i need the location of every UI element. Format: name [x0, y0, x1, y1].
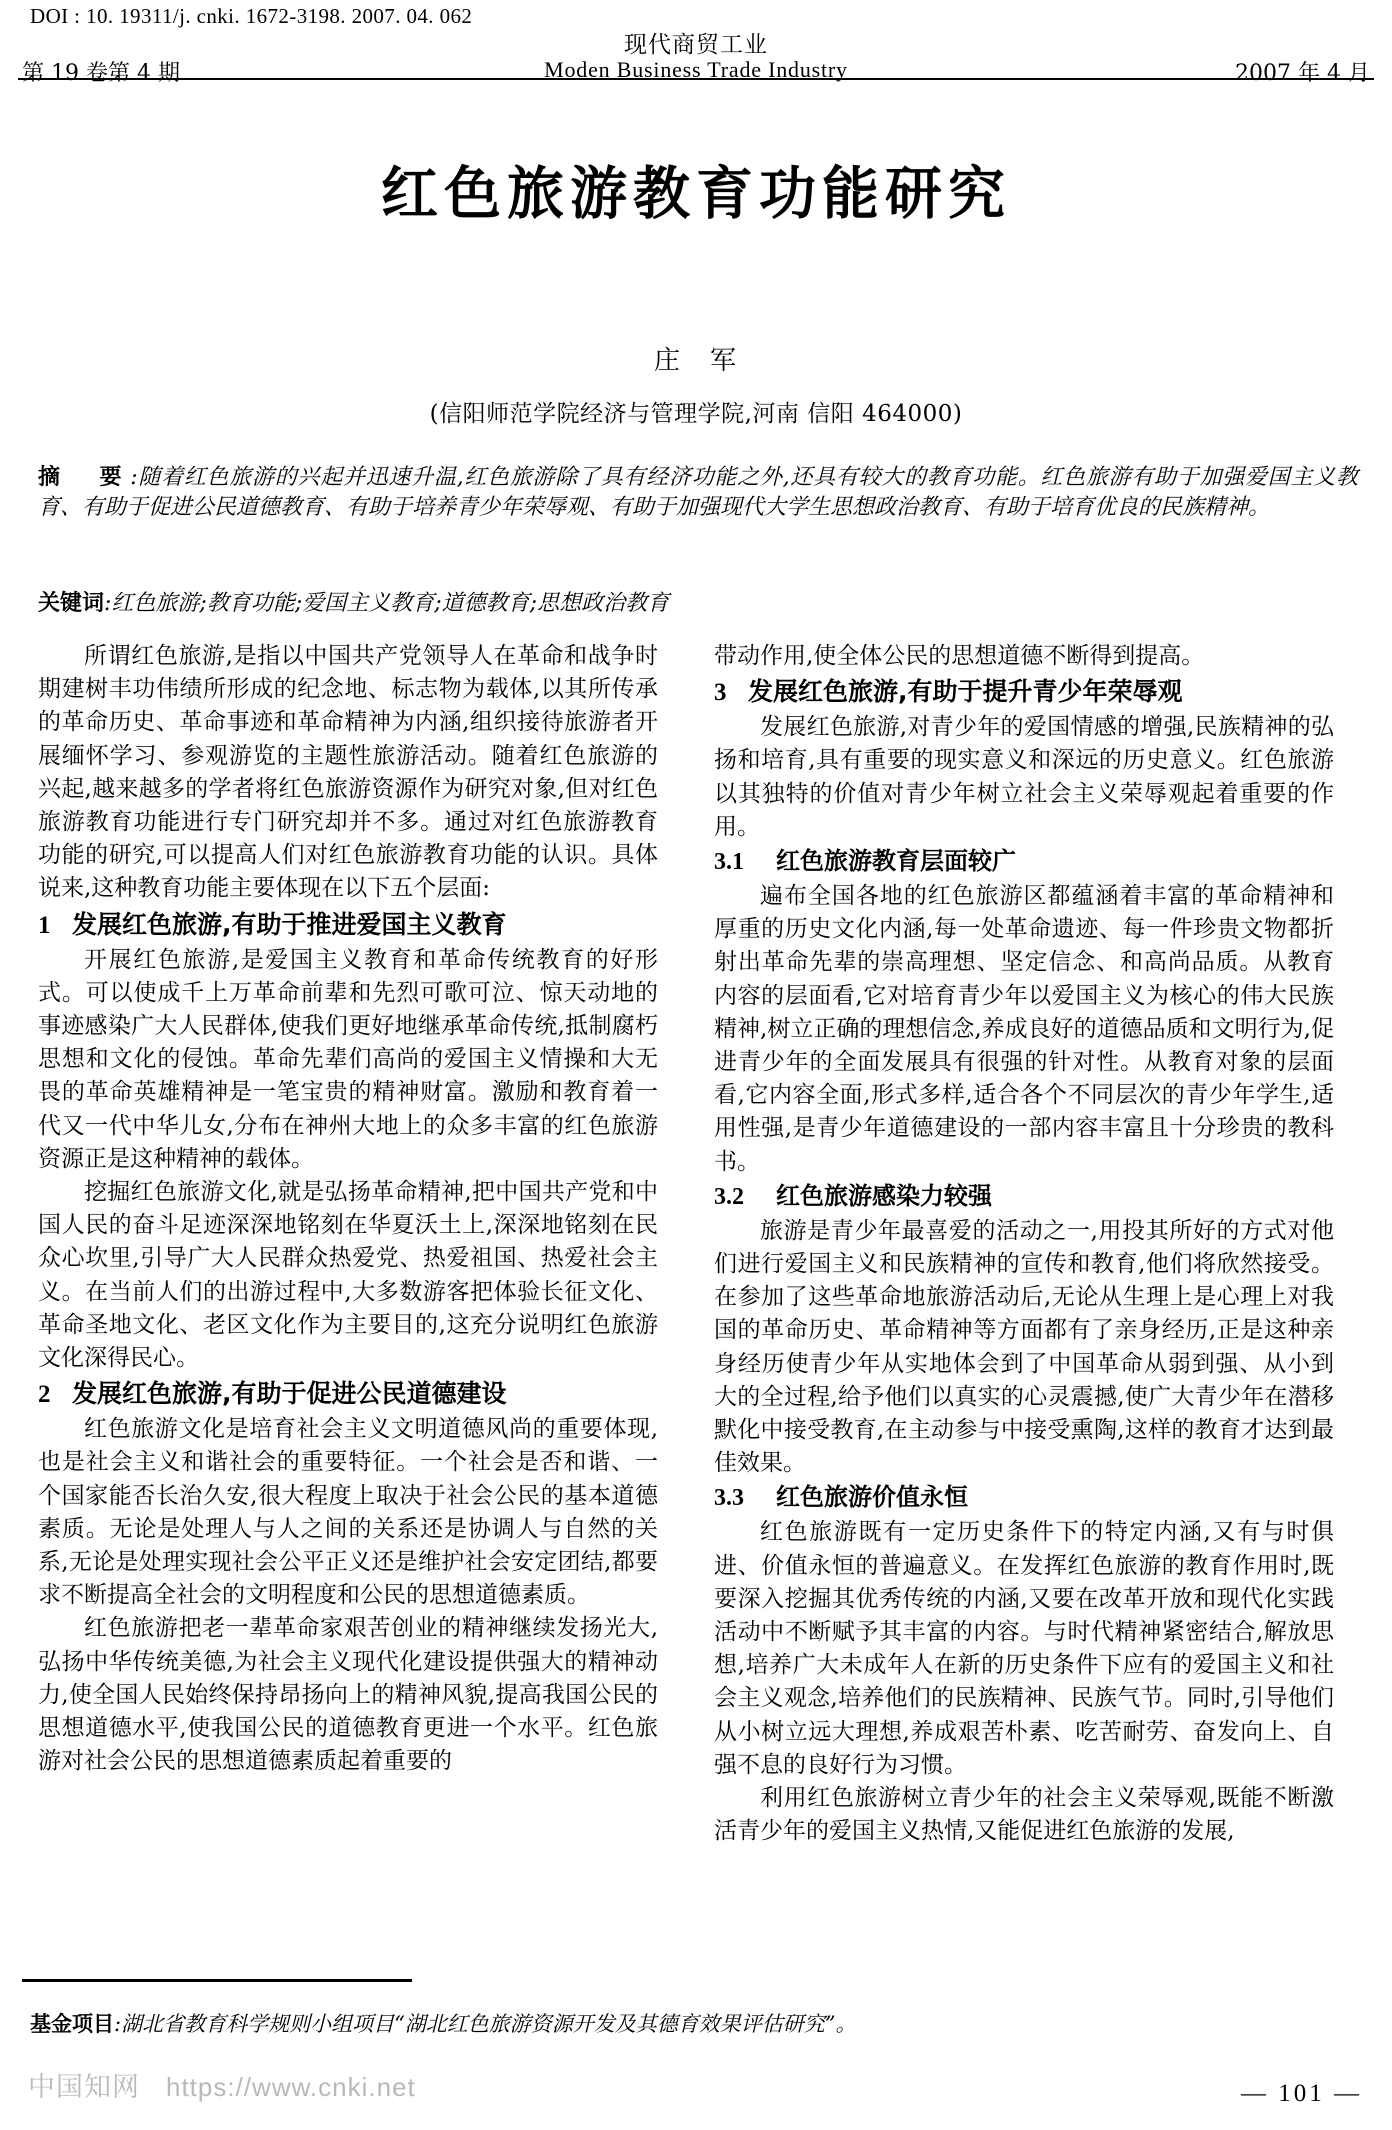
page-number: — 101 — [1241, 2080, 1362, 2107]
author-name: 庄 军 [653, 346, 738, 376]
paragraph-s3-3-1: 红色旅游既有一定历史条件下的特定内涵,又有与时俱进、价值永恒的普遍意义。在发挥红色旅游的教育作用时,既要深入挖掘其优秀传统的内涵,又要在改革开放和现代化实践活动中不断赋予其丰富的内容。与时代精神紧密结合,解放思想,培养广大未成年人在新的历史条件下应有的爱国主义和社会主义观念,培养他们的民族精神、民族气节。同时,引导他们从小树立远大理想,养成艰苦朴素、吃苦耐劳、奋发向上、自强不息的良好行为习惯。 [714, 1519, 1334, 1778]
paragraph-s3-2-1: 旅游是青少年最喜爱的活动之一,用投其所好的方式对他们进行爱国主义和民族精神的宣传和教育,他们将欣然接受。在参加了这些革命地旅游活动后,无论从生理上是心理上对我国的革命历史、革命精神等方面都有了亲身经历,正是这种亲身经历使青少年从实地体会到了中国革命从弱到强、从小到大的全过程,给予他们以真实的心灵震撼,使广大青少年在潜移默化中接受教育,在主动参与中接受熏陶,这样的教育才达到最佳效果。 [714, 1217, 1334, 1477]
paragraph-s2-1: 红色旅游文化是培育社会主义文明道德风尚的重要体现,也是社会主义和谐社会的重要特征。一个社会是否和谐、一个国家能否长治久安,很大程度上取决于社会公民的基本道德素质。无论是处理人与人之间的关系还是协调人与自然的关系,无论是处理实现社会公平正义还是维护社会安定团结,都要求不断提高全社会的文明程度和公民的思想道德素质。 [38, 1416, 658, 1609]
paragraph-intro: 所谓红色旅游,是指以中国共产党领导人在革命和战争时期建树丰功伟绩所形成的纪念地、标志物为载体,以其所传承的革命历史、革命事迹和革命精神为内涵,组织接待旅游者开展缅怀学习、参观游览的主题性旅游活动。随着红色旅游的兴起,越来越多的学者将红色旅游资源作为研究对象,但对红色旅游教育功能进行专门研究却并不多。通过对红色旅游教育功能的研究,可以提高人们对红色旅游教育功能的认识。具体说来,这种教育功能主要体现在以下五个层面: [38, 643, 658, 902]
journal-title-en: Moden Business Trade Industry [544, 57, 848, 82]
paragraph-s3-3-2: 利用红色旅游树立青少年的社会主义荣辱观,既能不断激活青少年的爱国主义热情,又能促进红色旅游的发展, [714, 1785, 1334, 1845]
volume-issue: 第 19 卷第 4 期 [22, 61, 180, 86]
cnki-name: 中国知网 [28, 2072, 140, 2103]
paragraph-s1-2: 挖掘红色旅游文化,就是弘扬革命精神,把中国共产党和中国人民的奋斗足迹深深地铭刻在华夏沃土上,深深地铭刻在民众心坎里,引导广大人民群众热爱党、热爱祖国、热爱社会主义。在当前人们的出游过程中,大多数游客把体验长征文化、革命圣地文化、老区文化作为主要目的,这充分说明红色旅游文化深得民心。 [38, 1179, 658, 1372]
left-column [38, 640, 658, 1960]
section-title-3: 发展红色旅游,有助于提升青少年荣辱观 [748, 677, 1183, 707]
paragraph-continued: 带动作用,使全体公民的思想道德不断得到提高。 [714, 643, 1205, 669]
keywords [38, 588, 1358, 619]
abstract-label: 摘 要 [38, 464, 131, 490]
keywords-label: 关键词 [38, 590, 105, 616]
section-heading-1 [38, 906, 658, 944]
author-affiliation: (信阳师范学院经济与管理学院,河南 信阳 464000) [429, 401, 963, 427]
section-number-2: 2 [38, 1381, 51, 1409]
abstract-text: :随着红色旅游的兴起并迅速升温,红色旅游除了具有经济功能之外,还具有较大的教育功能。红色旅游有助于加强爱国主义教育、有助于促进公民道德教育、有助于培养青少年荣辱观、有助于加强现代大学生思想政治教育、有助于培育优良的民族精神。 [38, 465, 1358, 520]
funding-note [30, 2008, 1030, 2038]
funding-label: 基金项目 [30, 2011, 114, 2036]
cnki-watermark [28, 2065, 416, 2104]
subsection-heading-3-3 [714, 1480, 1334, 1516]
section-heading-3 [714, 673, 1334, 711]
funding-text: :湖北省教育科学规则小组项目“湖北红色旅游资源开发及其德育效果评估研究”。 [114, 2012, 857, 2036]
section-heading-2 [38, 1375, 658, 1413]
header-divider [18, 78, 1374, 80]
paragraph-s2-2: 红色旅游把老一辈革命家艰苦创业的精神继续发扬光大,弘扬中华传统美德,为社会主义现代化建设提供强大的精神动力,使全国人民始终保持昂扬向上的精神风貌,提高我国公民的思想道德水平,使我国公民的道德教育更进一个水平。红色旅游对社会公民的思想道德素质起着重要的 [38, 1615, 658, 1775]
subsection-title-3-3: 红色旅游价值永恒 [776, 1483, 968, 1512]
subsection-number-3-1: 3.1 [714, 849, 744, 876]
right-column [714, 640, 1334, 1960]
keywords-text: :红色旅游;教育功能;爱国主义教育;道德教育;思想政治教育 [104, 591, 670, 616]
subsection-title-3-1: 红色旅游教育层面较广 [776, 847, 1016, 876]
subsection-title-3-2: 红色旅游感染力较强 [776, 1181, 992, 1210]
paragraph-s3-1-1: 遍布全国各地的红色旅游区都蕴涵着丰富的革命精神和厚重的历史文化内涵,每一处革命遗迹、每一件珍贵文物都折射出革命先辈的崇高理想、坚定信念、和高尚品质。从教育内容的层面看,它对培育青少年以爱国主义为核心的伟大民族精神,树立正确的理想信念,养成良好的道德品质和文明行为,促进青少年的全面发展具有很强的针对性。从教育对象的层面看,它内容全面,形式多样,适合各个不同层次的青少年学生,适用性强,是青少年道德建设的一部内容丰富且十分珍贵的教科书。 [714, 883, 1334, 1175]
footnote-divider [22, 1979, 412, 1982]
paragraph-s1-1: 开展红色旅游,是爱国主义教育和革命传统教育的好形式。可以使成千上万革命前辈和先烈可歌可泣、惊天动地的事迹感染广大人民群体,使我们更好地继承革命传统,抵制腐朽思想和文化的侵蚀。革命先辈们高尚的爱国主义情操和大无畏的革命英雄精神是一笔宝贵的精神财富。激励和教育着一代又一代中华儿女,分布在神州大地上的众多丰富的红色旅游资源正是这种精神的载体。 [38, 946, 658, 1172]
cnki-url: https://www.cnki.net [166, 2072, 416, 2102]
paragraph-s3-1: 发展红色旅游,对青少年的爱国情感的增强,民族精神的弘扬和培育,具有重要的现实意义和深远的历史意义。红色旅游以其独特的价值对青少年树立社会主义荣辱观起着重要的作用。 [714, 714, 1334, 840]
subsection-number-3-3: 3.3 [714, 1485, 744, 1512]
subsection-heading-3-1 [714, 844, 1334, 880]
section-number-1: 1 [38, 911, 51, 939]
section-title-1: 发展红色旅游,有助于推进爱国主义教育 [72, 909, 507, 939]
section-number-3: 3 [714, 679, 727, 707]
journal-title-cn: 现代商贸工业 [624, 32, 768, 58]
doi-line: DOI : 10. 19311/j. cnki. 1672-3198. 2007. 04. 062 [30, 4, 473, 28]
abstract [38, 462, 1358, 523]
subsection-number-3-2: 3.2 [714, 1183, 744, 1210]
body-columns [38, 640, 1358, 1960]
page-title: 红色旅游教育功能研究 [381, 160, 1011, 227]
section-title-2: 发展红色旅游,有助于促进公民道德建设 [72, 1379, 507, 1409]
subsection-heading-3-2 [714, 1179, 1334, 1215]
issue-date: 2007 年 4 月 [1235, 61, 1370, 86]
